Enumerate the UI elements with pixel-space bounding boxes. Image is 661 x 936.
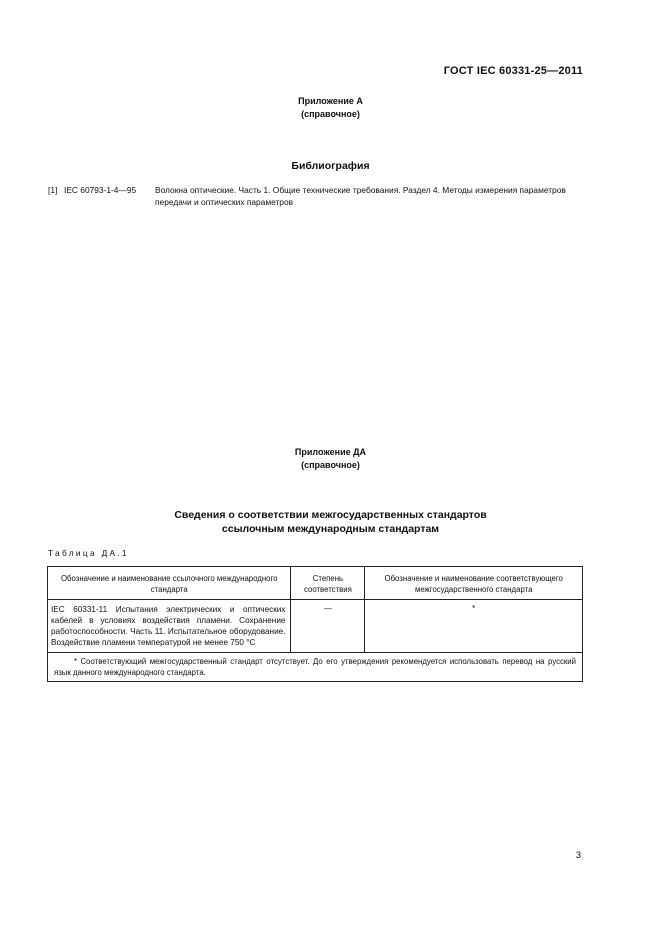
cell-reference-standard: IEC 60331-11 Испытания электрических и оптических кабелей в условиях воздействия пламени. Сохранение работоспособности. Часть 11. Испытательное оборудование. Воздействие пламени температурой не менее 750 °С: [48, 600, 291, 653]
annex-a-title: Приложение А: [298, 96, 363, 106]
cell-degree: —: [291, 600, 365, 653]
page-number: 3: [575, 850, 581, 860]
annex-da-title: Приложение ДА: [294, 447, 367, 457]
table-footnote: * Соответствующий межгосударственный стандарт отсутствует. До его утверждения рекомендуется использовать перевод на русский язык данного международного стандарта.: [48, 653, 583, 682]
conformity-table: [47, 566, 583, 682]
annex-da-label: [0, 446, 661, 472]
conformity-heading-line2: ссылочным международным стандартам: [221, 523, 440, 535]
table-row: [48, 600, 583, 653]
bibliography-title: Волокна оптические. Часть 1. Общие технические требования. Раздел 4. Методы измерения параметров передачи и оптических параметров: [155, 185, 566, 207]
annex-a-label: [0, 95, 661, 121]
table-header-row: [48, 567, 583, 600]
table-footnote-row: [48, 653, 583, 682]
header-degree: Степень соответствия: [291, 567, 365, 600]
header-reference-standard: Обозначение и наименование ссылочного международного стандарта: [48, 567, 291, 600]
bibliography-ref-number: [1]: [48, 185, 58, 195]
table-caption: Таблица ДА.1: [48, 548, 130, 558]
document-code: ГОСТ IEC 60331-25—2011: [443, 65, 583, 77]
cell-interstate-standard: *: [365, 600, 583, 653]
bibliography-heading: Библиография: [291, 160, 370, 172]
conformity-heading: [0, 508, 661, 536]
annex-da-status: (справочное): [301, 460, 360, 470]
annex-a-status: (справочное): [301, 109, 360, 119]
conformity-heading-line1: Сведения о соответствии межгосударственных стандартов: [174, 509, 487, 521]
bibliography-standard: IEC 60793-1-4—95: [64, 185, 137, 195]
header-interstate-standard: Обозначение и наименование соответствующего межгосударственного стандарта: [365, 567, 583, 600]
